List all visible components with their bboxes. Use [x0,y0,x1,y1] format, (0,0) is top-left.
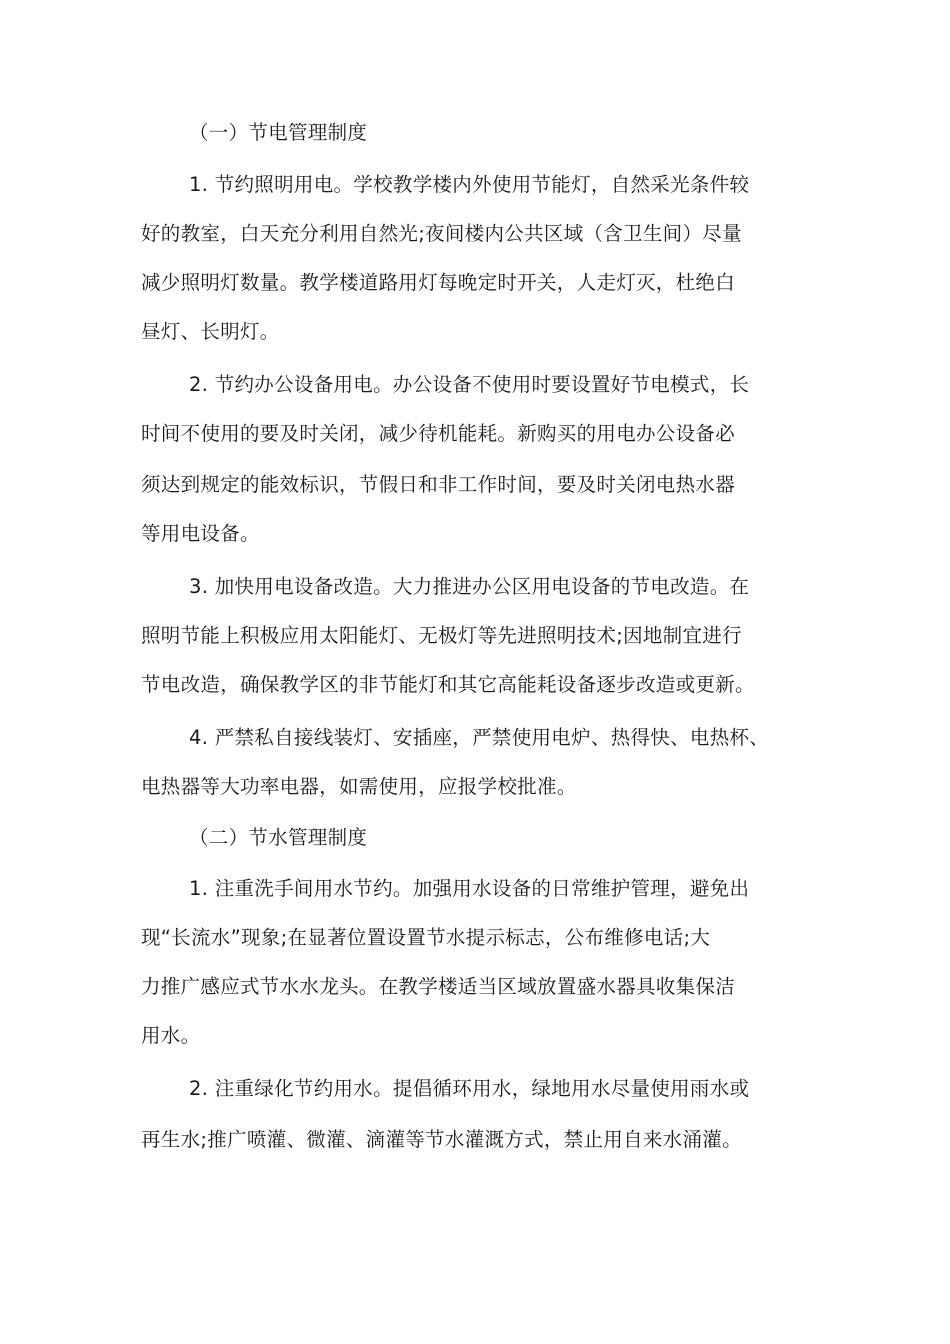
paragraph-line: 力推广感应式节水水龙头。在教学楼适当区域放置盛水器具收集保洁 [141,975,736,998]
section-heading: （一）节电管理制度 [189,121,368,144]
paragraph-line: 2. 节约办公设备用电。办公设备不使用时要设置好节电模式，长 [189,373,750,396]
paragraph-line: 好的教室，白天充分利用自然光;夜间楼内公共区域（含卫生间）尽量 [141,222,742,245]
paragraph-line: 节电改造，确保教学区的非节能灯和其它高能耗设备逐步改造或更新。 [141,673,755,696]
paragraph-line: 现“长流水”现象;在显著位置设置节水提示标志，公布维修电话;大 [141,926,711,949]
paragraph-line: 4. 严禁私自接线装灯、安插座，严禁使用电炉、热得快、电热杯、 [189,726,770,749]
section-heading: （二）节水管理制度 [189,826,368,849]
paragraph-line: 等用电设备。 [141,522,260,545]
paragraph-line: 时间不使用的要及时关闭，减少待机能耗。新购买的用电办公设备必 [141,422,736,445]
paragraph-line: 再生水;推广喷灌、微灌、滴灌等节水灌溉方式，禁止用自来水涌灌。 [141,1128,742,1151]
paragraph-line: 用水。 [141,1024,201,1047]
paragraph-line: 减少照明灯数量。教学楼道路用灯每晚定时开关，人走灯灭，杜绝白 [141,271,736,294]
paragraph-line: 照明节能上积极应用太阳能灯、无极灯等先进照明技术;因地制宜进行 [141,624,742,647]
paragraph-line: 电热器等大功率电器，如需使用，应报学校批准。 [141,775,577,798]
paragraph-line: 昼灯、长明灯。 [141,320,280,343]
paragraph-line: 1. 注重洗手间用水节约。加强用水设备的日常维护管理，避免出 [189,877,750,900]
paragraph-line: 须达到规定的能效标识，节假日和非工作时间，要及时关闭电热水器 [141,473,736,496]
paragraph-line: 2. 注重绿化节约用水。提倡循环用水，绿地用水尽量使用雨水或 [189,1077,750,1100]
paragraph-line: 1. 节约照明用电。学校教学楼内外使用节能灯，自然采光条件较 [189,173,750,196]
paragraph-line: 3. 加快用电设备改造。大力推进办公区用电设备的节电改造。在 [189,575,750,598]
